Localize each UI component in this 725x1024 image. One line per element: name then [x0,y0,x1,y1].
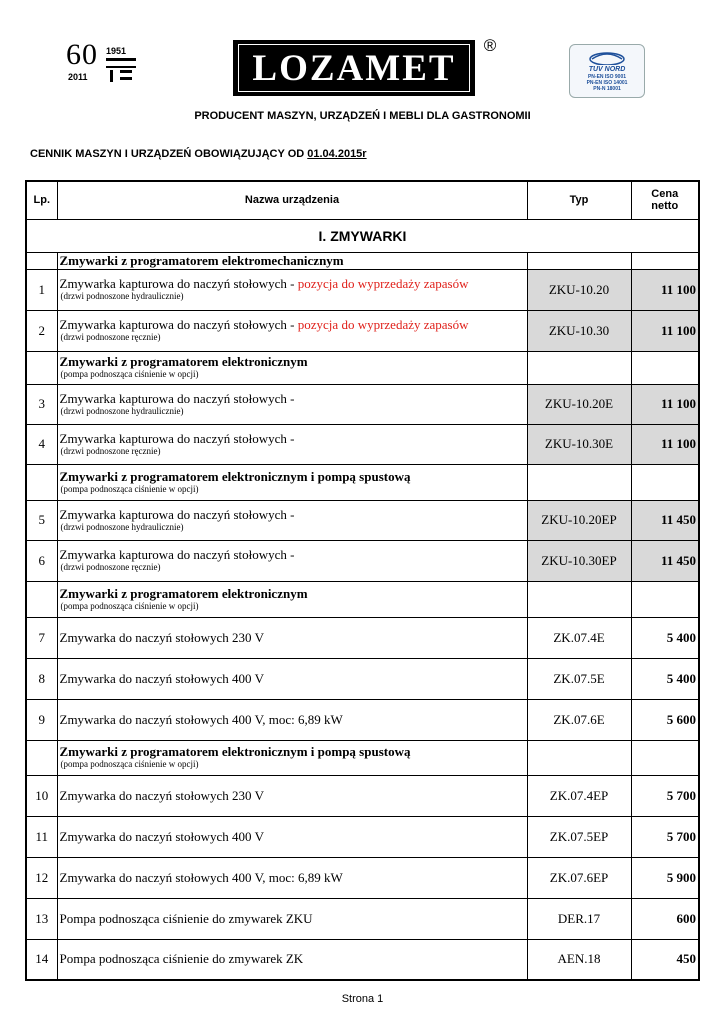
row-type: ZKU-10.20EP [527,500,631,540]
row-type: ZK.07.6E [527,699,631,740]
brand-wordmark: LOZAMET [252,48,456,89]
table-header-row [26,181,699,219]
row-price: 5 400 [631,617,699,658]
row-name: Zmywarka do naczyń stołowych 400 V [57,658,527,699]
table-row [26,699,699,740]
row-price: 11 100 [631,384,699,424]
group-title: Zmywarki z programatorem elektronicznym i pompą spustową (pompa podnosząca ciśnienie w opcji) [57,740,527,775]
table-row [26,500,699,540]
row-price: 5 700 [631,816,699,857]
certification-badge [569,44,645,98]
table-row [26,384,699,424]
row-price: 600 [631,898,699,939]
row-price: 11 450 [631,500,699,540]
cert-norms: PN-EN ISO 9001 PN-EN ISO 14001 PN-N 18001 [586,74,628,92]
row-lp: 7 [26,617,57,658]
tuv-globe-icon [587,49,627,65]
row-name: Zmywarka do naczyń stołowych 400 V, moc: 6,89 kW [57,699,527,740]
col-header-lp: Lp. [26,181,57,219]
brand-logo [233,40,475,96]
group-note: (pompa podnosząca ciśnienie w opcji) [60,600,199,611]
row-lp: 10 [26,775,57,816]
row-name: Zmywarka do naczyń stołowych 400 V [57,816,527,857]
row-name: Zmywarka kapturowa do naczyń stołowych - pozycja do wyprzedaży zapasów (drzwi podnoszone ręcznie) [57,310,527,351]
group-header-row [26,740,699,775]
row-lp: 1 [26,269,57,310]
row-price: 5 600 [631,699,699,740]
row-note: (drzwi podnoszone ręcznie) [60,332,161,342]
page-footer: Strona 1 [341,993,384,1005]
table-row [26,269,699,310]
row-price: 11 450 [631,540,699,581]
row-name: Zmywarka kapturowa do naczyń stołowych - (drzwi podnoszone hydraulicznie) [57,500,527,540]
row-note: (drzwi podnoszone ręcznie) [60,445,161,456]
table-row [26,540,699,581]
row-lp: 9 [26,699,57,740]
row-type: AEN.18 [527,939,631,980]
row-name: Zmywarka do naczyń stołowych 400 V, moc: 6,89 kW [57,857,527,898]
row-type: ZKU-10.30E [527,424,631,464]
section-row [26,219,699,252]
row-name: Pompa podnosząca ciśnienie do zmywarek ZKU [57,898,527,939]
group-note: (pompa podnosząca ciśnienie w opcji) [60,483,199,494]
anniversary-number: 60 [66,38,98,71]
group-note: (pompa podnosząca ciśnienie w opcji) [60,759,199,769]
table-row [26,617,699,658]
row-lp: 13 [26,898,57,939]
row-price: 11 100 [631,424,699,464]
row-note: (drzwi podnoszone hydraulicznie) [60,291,184,301]
group-header-row [26,464,699,500]
registered-mark: ® [483,36,497,55]
col-header-price: Cena netto [631,181,699,219]
row-type: ZKU-10.30 [527,310,631,351]
table-row [26,658,699,699]
price-table [25,180,700,981]
table-row [26,775,699,816]
group-title: Zmywarki z programatorem elektronicznym i pompą spustową (pompa podnosząca ciśnienie w opcji) [57,464,527,500]
row-lp: 11 [26,816,57,857]
cert-brand: TUV NORD [588,66,626,73]
row-type: ZK.07.5E [527,658,631,699]
row-name: Pompa podnosząca ciśnienie do zmywarek ZK [57,939,527,980]
group-note: (pompa podnosząca ciśnienie w opcji) [60,369,199,379]
group-header-row [26,252,699,269]
row-name: Zmywarka kapturowa do naczyń stołowych - (drzwi podnoszone hydraulicznie) [57,384,527,424]
row-type: ZK.07.4EP [527,775,631,816]
row-type: ZK.07.5EP [527,816,631,857]
row-name: Zmywarka kapturowa do naczyń stołowych - (drzwi podnoszone ręcznie) [57,424,527,464]
row-lp: 12 [26,857,57,898]
row-name: Zmywarka do naczyń stołowych 230 V [57,775,527,816]
row-note: (drzwi podnoszone hydraulicznie) [60,405,184,416]
row-lp: 2 [26,310,57,351]
row-type: ZK.07.6EP [527,857,631,898]
row-price: 450 [631,939,699,980]
table-row [26,816,699,857]
row-note: (drzwi podnoszone hydraulicznie) [60,521,184,532]
row-name: Zmywarka do naczyń stołowych 230 V [57,617,527,658]
table-row [26,857,699,898]
row-type: DER.17 [527,898,631,939]
row-price: 11 100 [631,269,699,310]
group-title: Zmywarki z programatorem elektronicznym (pompa podnosząca ciśnienie w opcji) [57,581,527,617]
table-row [26,898,699,939]
table-row [26,939,699,980]
col-header-name: Nazwa urządzenia [57,181,527,219]
row-lp: 6 [26,540,57,581]
row-lp: 5 [26,500,57,540]
row-note: (drzwi podnoszone ręcznie) [60,562,161,572]
group-title: Zmywarki z programatorem elektromechanicznym [57,252,527,269]
group-header-row [26,351,699,384]
row-lp: 14 [26,939,57,980]
anniversary-logo [66,40,138,88]
clearance-label: pozycja do wyprzedaży zapasów [297,276,469,291]
row-price: 11 100 [631,310,699,351]
row-type: ZK.07.4E [527,617,631,658]
row-lp: 4 [26,424,57,464]
row-type: ZKU-10.30EP [527,540,631,581]
anniversary-year-end: 2011 [68,72,88,82]
price-list-title-text: CENNIK MASZYN I URZĄDZEŃ OBOWIĄZUJĄCY OD [30,148,308,160]
row-price: 5 700 [631,775,699,816]
producer-line: PRODUCENT MASZYN, URZĄDZEŃ I MEBLI DLA GASTRONOMII [194,110,531,122]
col-header-type: Typ [527,181,631,219]
row-price: 5 400 [631,658,699,699]
price-list-date: 01.04.2015r [307,148,367,160]
anniversary-year-start: 1951 [106,46,127,56]
row-type: ZKU-10.20 [527,269,631,310]
clearance-label: pozycja do wyprzedaży zapasów [297,317,469,332]
table-row [26,310,699,351]
section-title: I. ZMYWARKI [26,219,699,252]
row-type: ZKU-10.20E [527,384,631,424]
table-row [26,424,699,464]
row-name: Zmywarka kapturowa do naczyń stołowych - pozycja do wyprzedaży zapasów (drzwi podnoszone hydraulicznie) [57,269,527,310]
group-header-row [26,581,699,617]
anniversary-emblem-icon [106,58,136,82]
group-title: Zmywarki z programatorem elektronicznym (pompa podnosząca ciśnienie w opcji) [57,351,527,384]
row-lp: 3 [26,384,57,424]
row-price: 5 900 [631,857,699,898]
row-lp: 8 [26,658,57,699]
row-name: Zmywarka kapturowa do naczyń stołowych - (drzwi podnoszone ręcznie) [57,540,527,581]
price-list-title [30,148,367,160]
